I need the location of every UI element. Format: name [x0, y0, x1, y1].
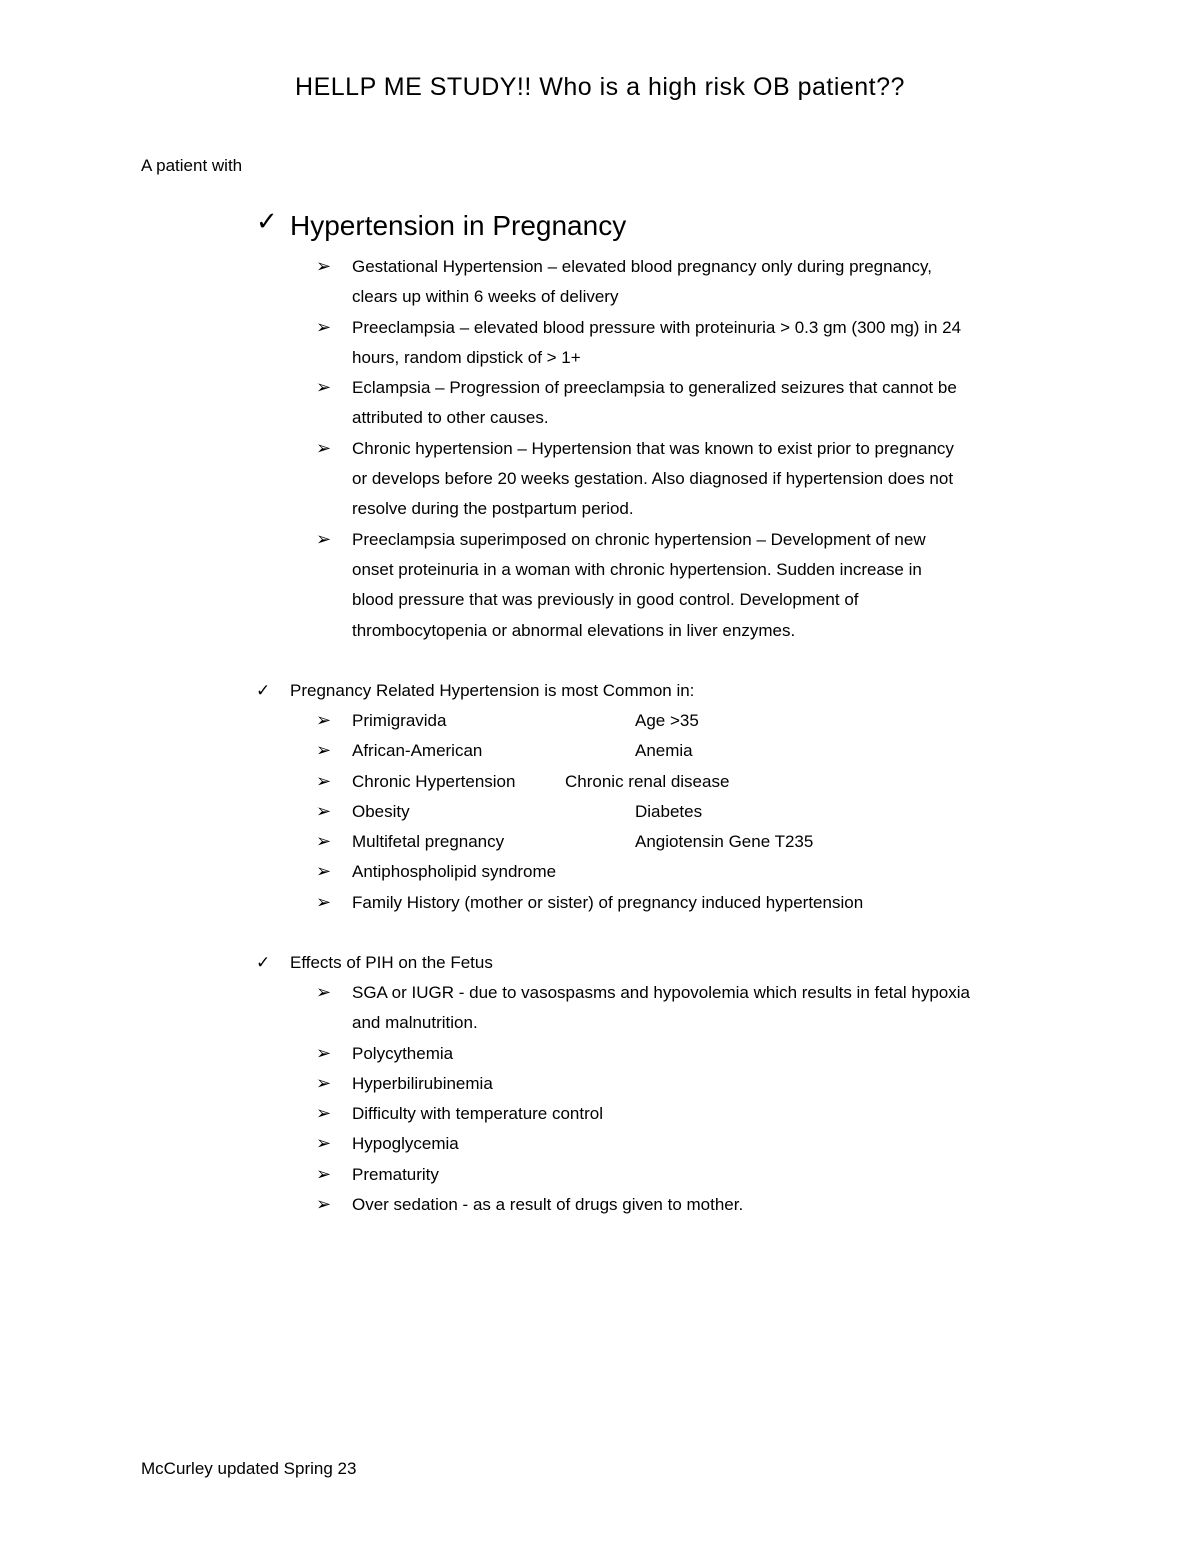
list-item: ➢ African-American Anemia [256, 736, 1076, 766]
list-item: ➢ Over sedation - as a result of drugs given to mother. [256, 1190, 1076, 1220]
arrowhead-bullet-icon: ➢ [316, 831, 332, 853]
list-item: ➢ Obesity Diabetes [256, 797, 1076, 827]
list-item: ➢ Difficulty with temperature control [256, 1099, 1076, 1129]
list-item: ➢ Polycythemia [256, 1039, 1076, 1069]
arrowhead-bullet-icon: ➢ [316, 377, 332, 399]
arrowhead-bullet-icon: ➢ [316, 982, 332, 1003]
arrowhead-bullet-icon: ➢ [316, 1072, 332, 1094]
list-item: ➢ Multifetal pregnancy Angiotensin Gene T235 [256, 827, 1076, 857]
section-fetal-effects [256, 948, 1076, 1220]
list-item: ➢ Antiphospholipid syndrome [256, 857, 1076, 887]
arrowhead-bullet-icon: ➢ [316, 437, 332, 459]
arrowhead-bullet-icon: ➢ [316, 256, 332, 277]
checkmark-icon: ✓ [256, 681, 271, 701]
bullet-list [256, 252, 1076, 646]
list-item: ➢ Chronic Hypertension Chronic renal disease [256, 767, 1076, 797]
arrowhead-bullet-icon: ➢ [316, 861, 332, 883]
list-item-continuation: blood pressure that was previously in good control. Development of [352, 590, 859, 610]
list-item-continuation: resolve during the postpartum period. [352, 499, 634, 519]
section-heading [256, 948, 1076, 978]
section-heading-text: Hypertension in Pregnancy [290, 210, 627, 241]
section-heading [256, 676, 1076, 706]
section-risk-factors [256, 676, 1076, 918]
arrowhead-bullet-icon: ➢ [316, 770, 332, 792]
intro-text: A patient with [141, 156, 243, 175]
checkmark-icon: ✓ [256, 953, 271, 973]
list-item: ➢ Prematurity [256, 1160, 1076, 1190]
checkmark-icon: ✓ [256, 207, 278, 237]
list-item: ➢ Chronic hypertension – Hypertension that was known to exist prior to pregnancy [256, 434, 1076, 464]
footer-text: McCurley updated Spring 23 [141, 1459, 357, 1478]
section-heading [256, 206, 1076, 246]
bullet-list [256, 978, 1076, 1220]
list-item: ➢ Preeclampsia – elevated blood pressure with proteinuria > 0.3 gm (300 mg) in 24 [256, 313, 1076, 343]
arrowhead-bullet-icon: ➢ [316, 740, 332, 762]
list-item-continuation: or develops before 20 weeks gestation. Also diagnosed if hypertension does not [352, 469, 954, 489]
list-item-continuation: attributed to other causes. [352, 408, 549, 428]
list-item: ➢ Gestational Hypertension – elevated blood pregnancy only during pregnancy, [256, 252, 1076, 282]
list-item-continuation: hours, random dipstick of > 1+ [352, 347, 581, 367]
list-item-continuation: and malnutrition. [352, 1013, 478, 1033]
arrowhead-bullet-icon: ➢ [316, 800, 332, 822]
arrowhead-bullet-icon: ➢ [316, 316, 332, 338]
list-item: ➢ Family History (mother or sister) of pregnancy induced hypertension [256, 888, 1076, 918]
arrowhead-bullet-icon: ➢ [316, 891, 332, 913]
arrowhead-bullet-icon: ➢ [316, 1133, 332, 1155]
list-item: ➢ SGA or IUGR - due to vasospasms and hypovolemia which results in fetal hypoxia [256, 978, 1076, 1008]
bullet-list [256, 706, 1076, 918]
list-item: ➢ Primigravida Age >35 [256, 706, 1076, 736]
list-item: ➢ Eclampsia – Progression of preeclampsia to generalized seizures that cannot be [256, 373, 1076, 403]
list-item: ➢ Preeclampsia superimposed on chronic hypertension – Development of new [256, 525, 1076, 555]
list-item-continuation: clears up within 6 weeks of delivery [352, 287, 619, 307]
arrowhead-bullet-icon: ➢ [316, 528, 332, 550]
section-heading-text: Effects of PIH on the Fetus [290, 953, 493, 972]
arrowhead-bullet-icon: ➢ [316, 1194, 332, 1216]
arrowhead-bullet-icon: ➢ [316, 1042, 332, 1064]
arrowhead-bullet-icon: ➢ [316, 710, 332, 731]
arrowhead-bullet-icon: ➢ [316, 1163, 332, 1185]
list-item: ➢ Hyperbilirubinemia [256, 1069, 1076, 1099]
list-item-continuation: thrombocytopenia or abnormal elevations in liver enzymes. [352, 620, 796, 640]
section-hypertension [256, 206, 1076, 646]
arrowhead-bullet-icon: ➢ [316, 1103, 332, 1125]
page-title: HELLP ME STUDY!! Who is a high risk OB patient?? [295, 73, 905, 101]
section-heading-text: Pregnancy Related Hypertension is most Common in: [290, 681, 695, 700]
list-item: ➢ Hypoglycemia [256, 1129, 1076, 1159]
list-item-continuation: onset proteinuria in a woman with chronic hypertension. Sudden increase in [352, 559, 922, 579]
